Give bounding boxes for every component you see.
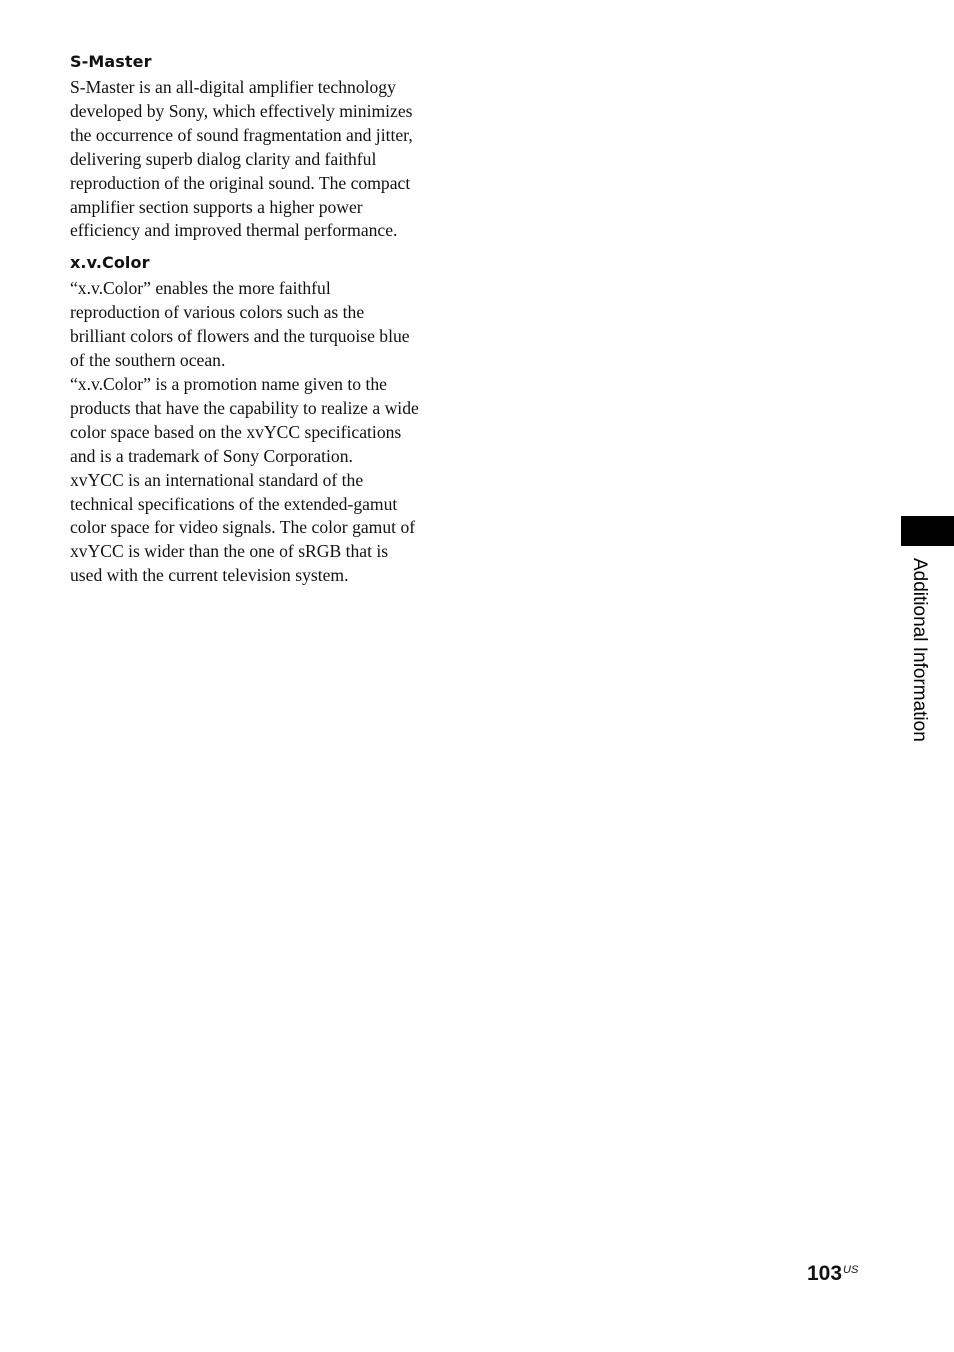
paragraph: S-Master is an all-digital amplifier technology developed by Sony, which effectively minimizes the occurrence of sound fragmentation and jitter, delivering superb dialog clarity and faithful reproduction of the original sound. The compact amplifier section supports a higher power efficiency and improved thermal performance. [70,77,413,241]
paragraph: “x.v.Color” enables the more faithful reproduction of various colors such as the brilliant colors of flowers and the turquoise blue of the southern ocean. [70,278,410,371]
main-column [70,52,450,588]
chapter-tab-marker [901,516,954,546]
page-number [807,1258,858,1286]
chapter-side-label: Additional Information [909,558,930,742]
section-heading: x.v.Color [70,253,150,273]
section-heading: S-Master [70,52,152,71]
paragraph: “x.v.Color” is a promotion name given to the products that have the capability to realize a wide color space based on the xvYCC specifications and is a trademark of Sony Corporation. [70,373,419,466]
page-number-value: 103 [807,1262,843,1285]
section-xv-color [70,253,450,588]
paragraph: xvYCC is an international standard of the technical specifications of the extended-gamut color space for video signals. The color gamut of xvYCC is wider than the one of sRGB that is used with the current television system. [70,469,416,586]
section-s-master [70,52,450,243]
page-region-suffix: US [843,1264,859,1276]
